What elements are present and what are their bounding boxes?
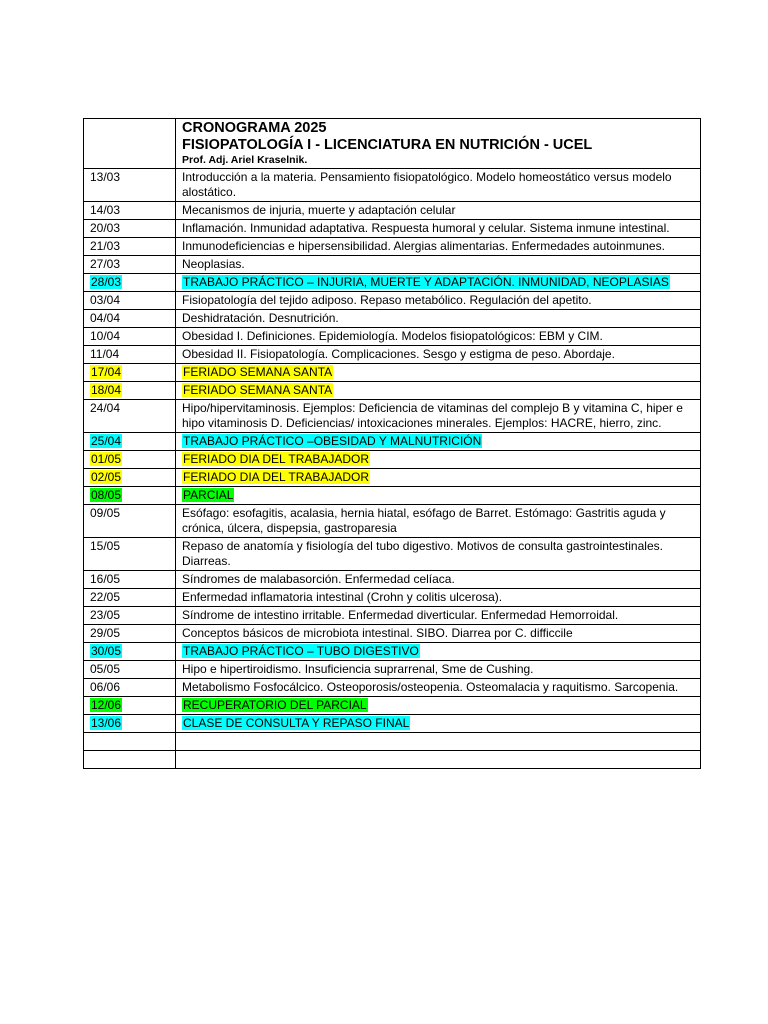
topic-text: TRABAJO PRÁCTICO –OBESIDAD Y MALNUTRICIÓN [183,434,482,448]
topic-text: CLASE DE CONSULTA Y REPASO FINAL [183,716,410,730]
topic-cell [176,643,701,661]
date-cell [84,364,176,382]
topic-cell [176,469,701,487]
topic-text: Esófago: esofagitis, acalasia, hernia hiatal, esófago de Barret. Estómago: Gastritis aguda y crónica, úlcera, dispepsia, gastroparesia [182,506,666,535]
table-row [84,451,701,469]
table-row [84,433,701,451]
date-cell [84,400,176,433]
date-cell [84,643,176,661]
table-row [84,292,701,310]
topic-cell [176,346,701,364]
topic-text: Obesidad II. Fisiopatología. Complicaciones. Sesgo y estigma de peso. Abordaje. [182,347,615,361]
date-cell [84,697,176,715]
topic-cell [176,538,701,571]
topic-text: FERIADO SEMANA SANTA [183,383,333,397]
header-empty-cell [84,119,176,169]
topic-cell [176,607,701,625]
table-row [84,346,701,364]
topic-cell [176,169,701,202]
date-text: 03/04 [90,293,121,307]
table-row [84,607,701,625]
table-row [84,697,701,715]
table-row [84,538,701,571]
topic-text: TRABAJO PRÁCTICO – TUBO DIGESTIVO [183,644,419,658]
header-row [84,119,701,169]
date-cell [84,451,176,469]
date-text: 18/04 [91,383,122,397]
topic-text: FERIADO DIA DEL TRABAJADOR [183,452,370,466]
date-cell [84,505,176,538]
date-text: 20/03 [90,221,121,235]
date-cell [84,382,176,400]
date-text: 22/05 [90,590,121,604]
date-text: 09/05 [90,506,121,520]
topic-text: Obesidad I. Definiciones. Epidemiología. Modelos fisiopatológicos: EBM y CIM. [182,329,603,343]
topic-cell [176,715,701,733]
date-text: 06/06 [90,680,121,694]
date-text: 13/03 [90,170,121,184]
date-cell [84,625,176,643]
topic-text: Conceptos básicos de microbiota intestinal. SIBO. Diarrea por C. difficcile [182,626,573,640]
topic-text: Hipo e hipertiroidismo. Insuficiencia suprarrenal, Sme de Cushing. [182,662,534,676]
date-text: 14/03 [90,203,121,217]
topic-cell [176,256,701,274]
header-cell [176,119,701,169]
date-cell [84,310,176,328]
date-text: 25/04 [91,434,122,448]
date-text: 23/05 [90,608,121,622]
topic-cell [176,661,701,679]
date-text: 13/06 [91,716,122,730]
date-cell [84,469,176,487]
empty-cell [84,733,176,751]
date-text: 24/04 [90,401,121,415]
table-row [84,364,701,382]
table-row [84,256,701,274]
topic-text: Fisiopatología del tejido adiposo. Repaso metabólico. Regulación del apetito. [182,293,592,307]
empty-row [84,751,701,769]
date-text: 16/05 [90,572,121,586]
topic-text: Neoplasias. [182,257,245,271]
topic-text: Síndrome de intestino irritable. Enfermedad diverticular. Enfermedad Hemorroidal. [182,608,619,622]
table-row [84,469,701,487]
topic-text: Síndromes de malabasorción. Enfermedad celíaca. [182,572,455,586]
date-cell [84,256,176,274]
schedule-table [83,118,701,769]
topic-text: Hipo/hipervitaminosis. Ejemplos: Deficiencia de vitaminas del complejo B y vitamina C, hiper e hipo vitaminosis D. Deficiencias/ intoxicaciones minerales. Ejemplos: HACRE, hierro, zinc. [182,401,683,430]
table-row [84,571,701,589]
table-row [84,589,701,607]
date-text: 01/05 [91,452,122,466]
date-cell [84,433,176,451]
date-cell [84,607,176,625]
topic-text: Repaso de anatomía y fisiología del tubo digestivo. Motivos de consulta gastrointestinales. Diarreas. [182,539,663,568]
topic-text: FERIADO DIA DEL TRABAJADOR [183,470,370,484]
table-row [84,274,701,292]
date-cell [84,346,176,364]
topic-cell [176,382,701,400]
table-row [84,661,701,679]
topic-cell [176,625,701,643]
schedule-title: CRONOGRAMA 2025 [182,120,327,136]
topic-text: FERIADO SEMANA SANTA [183,365,333,379]
topic-text: PARCIAL [183,488,234,502]
date-text: 12/06 [91,698,122,712]
topic-text: Inflamación. Inmunidad adaptativa. Respuesta humoral y celular. Sistema inmune intestinal. [182,221,670,235]
topic-text: Introducción a la materia. Pensamiento fisiopatológico. Modelo homeostático versus modelo alostático. [182,170,672,199]
topic-cell [176,202,701,220]
table-row [84,679,701,697]
table-row [84,643,701,661]
date-text: 27/03 [90,257,121,271]
date-cell [84,274,176,292]
date-cell [84,202,176,220]
date-text: 08/05 [91,488,122,502]
empty-cell [84,751,176,769]
date-cell [84,571,176,589]
date-text: 28/03 [91,275,122,289]
professor-name: Prof. Adj. Ariel Kraselnik. [182,154,308,166]
topic-cell [176,697,701,715]
topic-cell [176,571,701,589]
date-cell [84,328,176,346]
topic-cell [176,220,701,238]
date-cell [84,589,176,607]
table-row [84,202,701,220]
date-cell [84,715,176,733]
topic-text: TRABAJO PRÁCTICO – INJURIA, MUERTE Y ADAPTACIÓN. INMUNIDAD, NEOPLASIAS [183,275,669,289]
date-text: 04/04 [90,311,121,325]
table-row [84,310,701,328]
table-row [84,400,701,433]
date-text: 17/04 [91,365,122,379]
date-text: 10/04 [90,329,121,343]
topic-text: Mecanismos de injuria, muerte y adaptación celular [182,203,456,217]
table-row [84,505,701,538]
table-row [84,220,701,238]
topic-text: Inmunodeficiencias e hipersensibilidad. Alergias alimentarias. Enfermedades autoinmunes. [182,239,665,253]
topic-cell [176,505,701,538]
table-row [84,382,701,400]
date-cell [84,661,176,679]
topic-cell [176,487,701,505]
date-text: 05/05 [90,662,121,676]
course-title: FISIOPATOLOGÍA I - LICENCIATURA EN NUTRICIÓN - UCEL [182,137,593,153]
topic-cell [176,679,701,697]
empty-cell [176,733,701,751]
date-cell [84,220,176,238]
date-cell [84,169,176,202]
empty-cell [176,751,701,769]
date-cell [84,538,176,571]
date-cell [84,679,176,697]
date-text: 11/04 [90,347,120,361]
topic-text: Enfermedad inflamatoria intestinal (Crohn y colitis ulcerosa). [182,590,503,604]
date-cell [84,292,176,310]
empty-row [84,733,701,751]
topic-cell [176,274,701,292]
date-text: 15/05 [90,539,121,553]
date-cell [84,487,176,505]
table-row [84,238,701,256]
date-cell [84,238,176,256]
table-row [84,625,701,643]
date-text: 02/05 [91,470,122,484]
topic-cell [176,433,701,451]
topic-cell [176,589,701,607]
topic-cell [176,310,701,328]
topic-cell [176,292,701,310]
topic-text: RECUPERATORIO DEL PARCIAL [183,698,367,712]
topic-cell [176,364,701,382]
topic-cell [176,400,701,433]
date-text: 29/05 [90,626,121,640]
topic-cell [176,238,701,256]
table-row [84,328,701,346]
table-row [84,487,701,505]
topic-cell [176,328,701,346]
date-text: 30/05 [91,644,122,658]
topic-text: Metabolismo Fosfocálcico. Osteoporosis/osteopenia. Osteomalacia y raquitismo. Sarcopenia. [182,680,679,694]
table-row [84,715,701,733]
date-text: 21/03 [90,239,121,253]
topic-cell [176,451,701,469]
table-row [84,169,701,202]
topic-text: Deshidratación. Desnutrición. [182,311,339,325]
